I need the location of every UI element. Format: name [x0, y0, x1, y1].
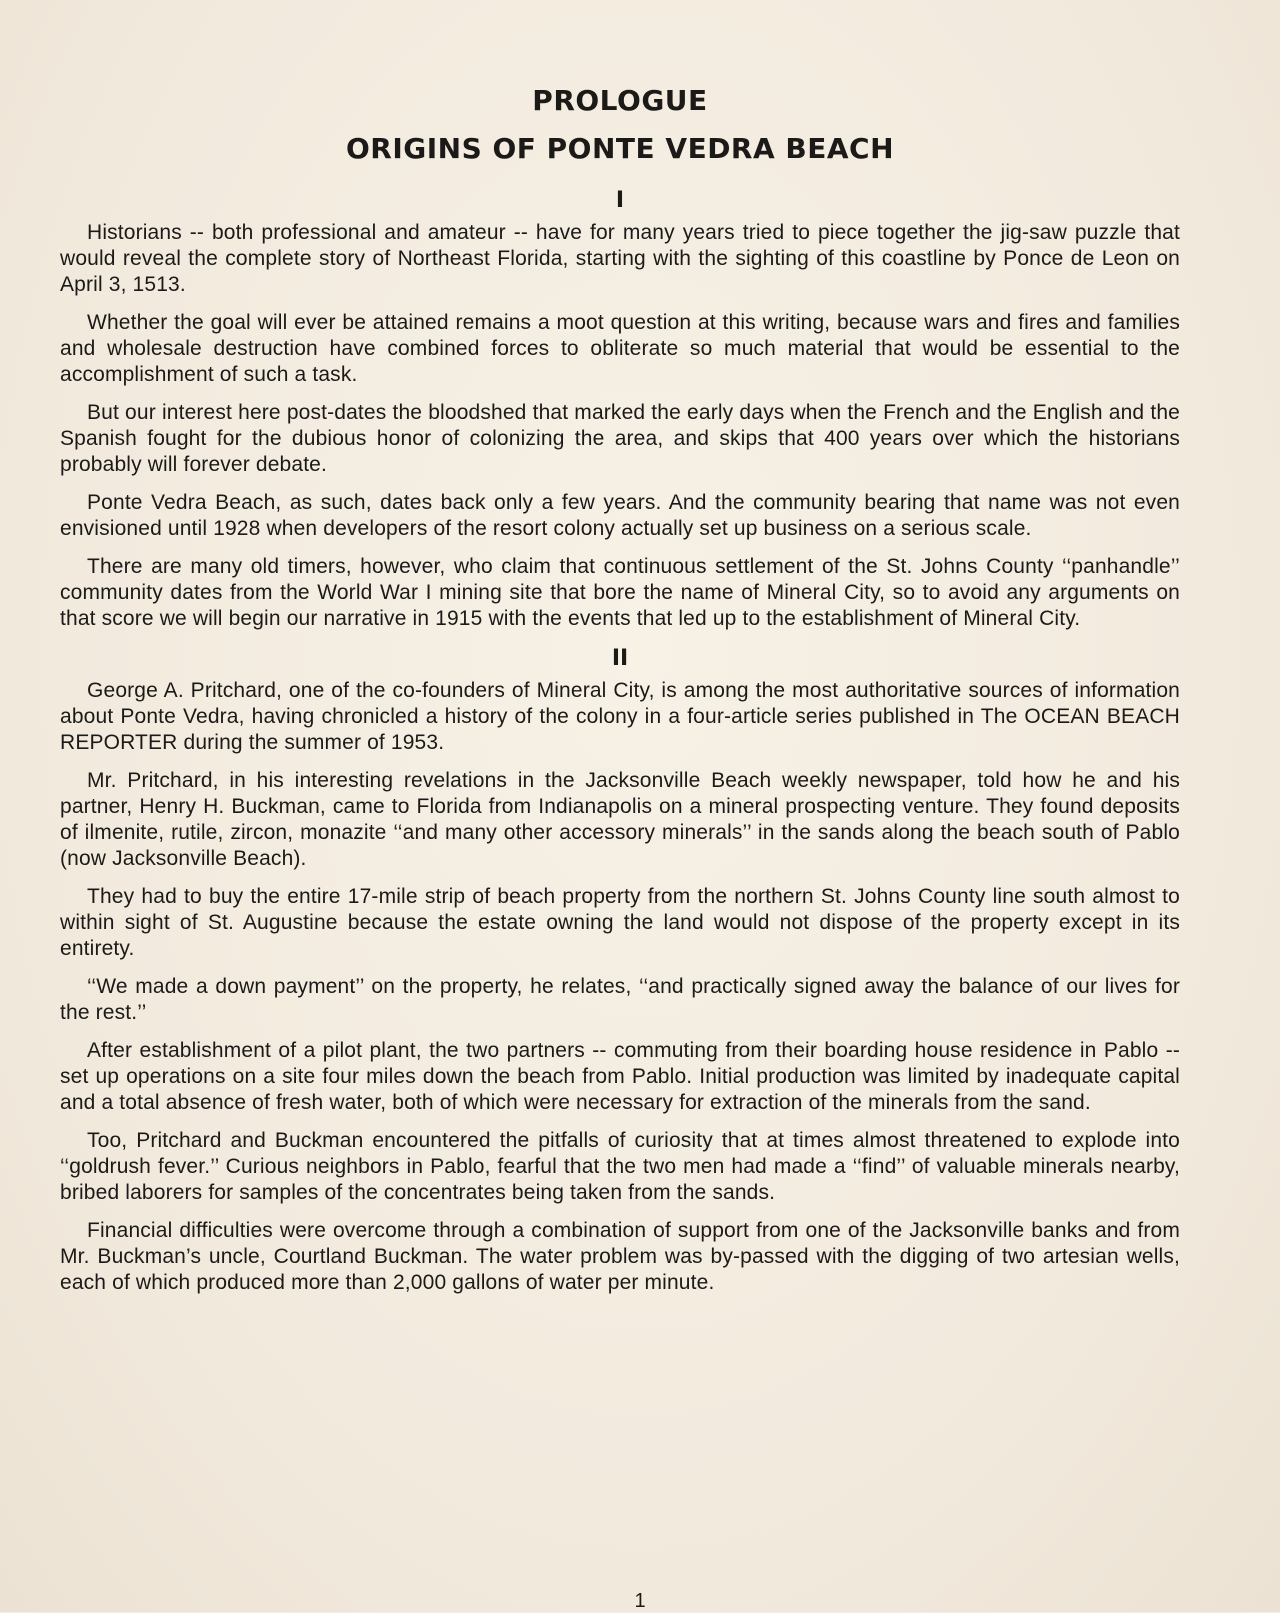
section-marker-2: II: [611, 646, 629, 671]
paragraph: There are many old timers, however, who claim that continuous settlement of the St. Johns County ‘‘panhandle’’ community dates from the World War I mining site that bore the name of Mineral City, so to avoid any arguments on that score we will begin our narrative in 1915 with the events that led up to the establishment of Mineral City.: [60, 555, 1180, 630]
section-1: [60, 220, 1180, 632]
paragraph: But our interest here post-dates the bloodshed that marked the early days when the French and the English and the Spanish fought for the dubious honor of colonizing the area, and skips that 400 years over which the historians probably will forever debate.: [60, 401, 1180, 476]
document-subtitle: ORIGINS OF PONTE VEDRA BEACH: [345, 132, 895, 165]
paragraph: Historians -- both professional and amateur -- have for many years tried to piece together the jig-saw puzzle that would reveal the complete story of Northeast Florida, starting with the sighting of this coastline by Ponce de Leon on April 3, 1513.: [60, 221, 1180, 296]
title-block: [60, 82, 1180, 168]
document-title: PROLOGUE: [532, 84, 708, 117]
paragraph: After establishment of a pilot plant, the two partners -- commuting from their boarding house residence in Pablo -- set up operations on a site four miles down the beach from Pablo. Initial production was limited by inadequate capital and a total absence of fresh water, both of which were necessary for extraction of the minerals from the sand.: [60, 1039, 1180, 1114]
page-number: 1: [634, 1590, 646, 1612]
paragraph: Mr. Pritchard, in his interesting revelations in the Jacksonville Beach weekly newspaper, told how he and his partner, Henry H. Buckman, came to Florida from Indianapolis on a mineral prospecting venture. They found deposits of ilmenite, rutile, zircon, monazite ‘‘and many other accessory minerals’’ in the sands along the beach south of Pablo (now Jacksonville Beach).: [60, 769, 1180, 870]
section-marker-1: I: [615, 188, 625, 213]
paragraph: ‘‘We made a down payment’’ on the property, he relates, ‘‘and practically signed away the balance of our lives for the rest.’’: [60, 975, 1180, 1024]
paragraph: Too, Pritchard and Buckman encountered the pitfalls of curiosity that at times almost threatened to explode into ‘‘goldrush fever.’’ Curious neighbors in Pablo, fearful that the two men had made a ‘‘find’’ of valuable minerals nearby, bribed laborers for samples of the concentrates being taken from the sands.: [60, 1129, 1180, 1204]
paragraph: Whether the goal will ever be attained remains a moot question at this writing, because wars and fires and families and wholesale destruction have combined forces to obliterate so much material that would be essential to the accomplishment of such a task.: [60, 311, 1180, 386]
paragraph: They had to buy the entire 17-mile strip of beach property from the northern St. Johns County line south almost to within sight of St. Augustine because the estate owning the land would not dispose of the property except in its entirety.: [60, 885, 1180, 960]
section-2: [60, 678, 1180, 1296]
paragraph: Ponte Vedra Beach, as such, dates back only a few years. And the community bearing that name was not even envisioned until 1928 when developers of the resort colony actually set up business on a serious scale.: [60, 491, 1180, 540]
paragraph: George A. Pritchard, one of the co-founders of Mineral City, is among the most authoritative sources of information about Ponte Vedra, having chronicled a history of the colony in a four-article series published in The OCEAN BEACH REPORTER during the summer of 1953.: [60, 679, 1180, 754]
document-body: [60, 82, 1180, 1308]
paragraph: Financial difficulties were overcome through a combination of support from one of the Jacksonville banks and from Mr. Buckman’s uncle, Courtland Buckman. The water problem was by-passed with the digging of two artesian wells, each of which produced more than 2,000 gallons of water per minute.: [60, 1219, 1180, 1294]
